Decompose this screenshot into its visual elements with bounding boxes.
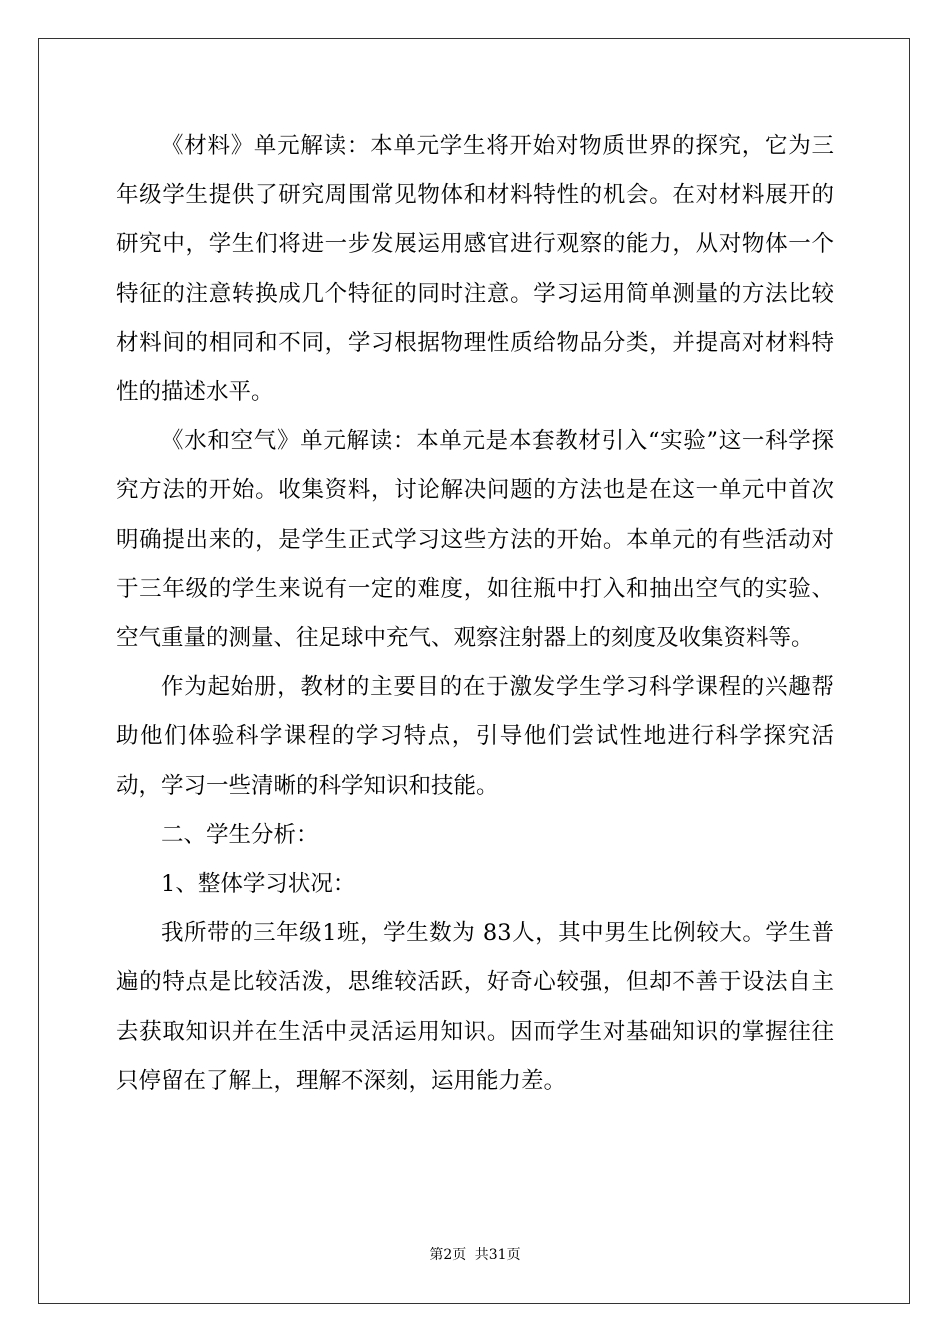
subheading-overall-learning: 1、整体学习状况：	[161, 871, 356, 898]
section-heading-student-analysis: 二、学生分析：	[161, 821, 319, 848]
paragraph-class-description: 我所带的三年级1班，学生数为 83人，其中男生比例较大。学生普遍的特点是比较活泼，思维较活跃，好奇心较强，但却不善于设法自主去获取知识并在生活中灵活运用知识。因而学生对基础知识的掌握往往只停留在了解上，理解不深刻，运用能力差。	[116, 920, 834, 1094]
page-total: 共31页	[474, 1247, 521, 1263]
page-number: 第2页	[429, 1247, 467, 1263]
paragraph-water-air-unit: 《水和空气》单元解读：本单元是本套教材引入“实验”这一科学探究方法的开始。收集资料，讨论解决问题的方法也是在这一单元中首次明确提出来的，是学生正式学习这些方法的开始。本单元的有些活动对于三年级的学生来说有一定的难度，如往瓶中打入和抽出空气的实验、空气重量的测量、往足球中充气、观察注射器上的刻度及收集资料等。	[116, 428, 834, 652]
page-footer	[0, 1244, 950, 1264]
paragraph-materials-unit: 《材料》单元解读：本单元学生将开始对物质世界的探究，它为三年级学生提供了研究周围常见物体和材料特性的机会。在对材料展开的研究中，学生们将进一步发展运用感官进行观察的能力，从对物体一个特征的注意转换成几个特征的同时注意。学习运用简单测量的方法比较材料间的相同和不同，学习根据物理性质给物品分类，并提高对材料特性的描述水平。	[116, 133, 834, 406]
document-body	[116, 122, 834, 1106]
paragraph-textbook-purpose: 作为起始册，教材的主要目的在于激发学生学习科学课程的兴趣帮助他们体验科学课程的学习特点，引导他们尝试性地进行科学探究活动，学习一些清晰的科学知识和技能。	[116, 674, 834, 799]
